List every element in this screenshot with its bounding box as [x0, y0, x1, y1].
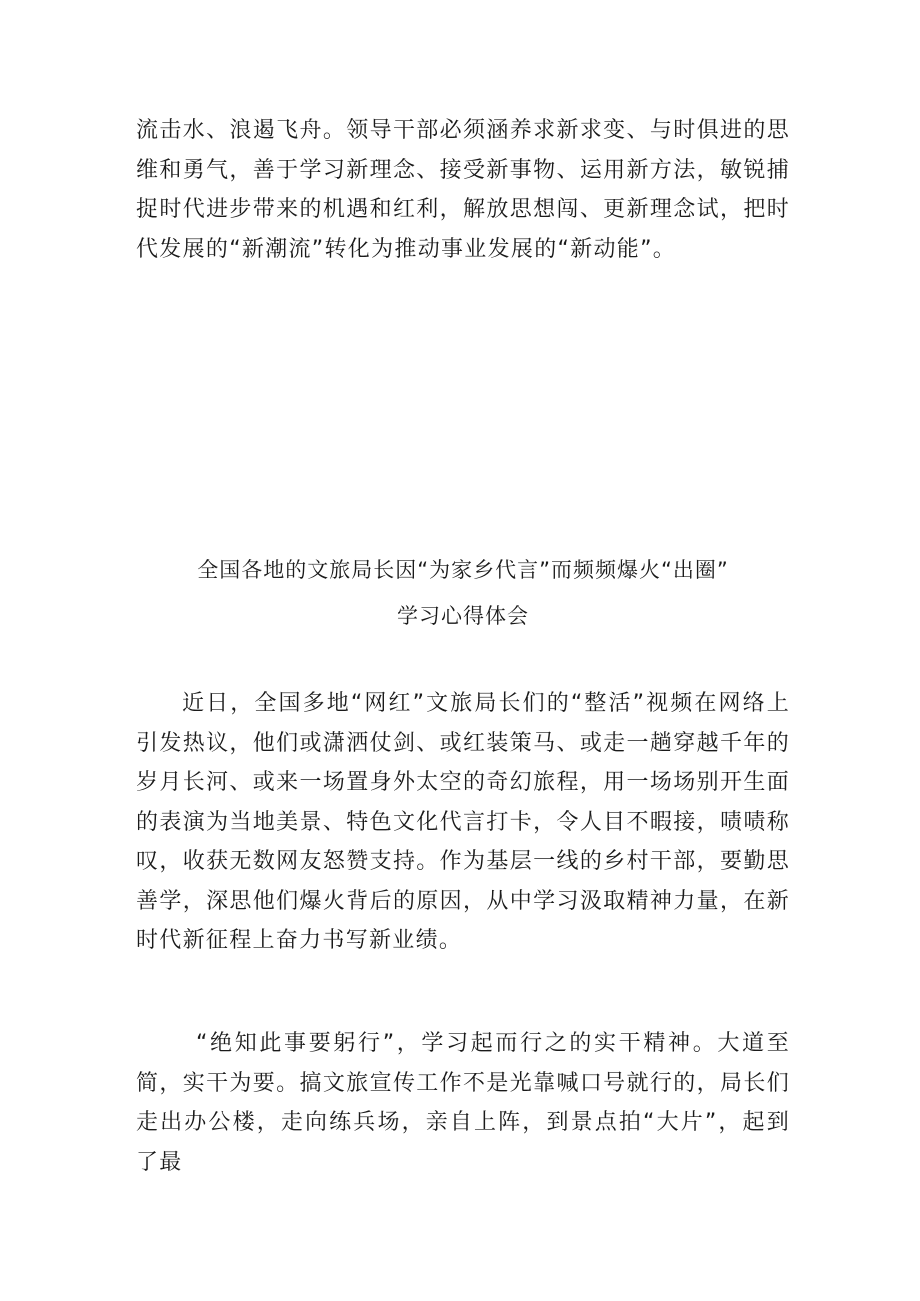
article-title — [136, 547, 790, 639]
body-paragraph-1: 近日，全国多地“网红”文旅局长们的“整活”视频在网络上引发热议，他们或潇洒仗剑、或红装策马、或走一趟穿越千年的岁月长河、或来一场置身外太空的奇幻旅程，用一场场别开生面的表演为当地美景、特色文化代言打卡，令人目不暇接，啧啧称叹，收获无数网友怒赞支持。作为基层一线的乡村干部，要勤思善学，深思他们爆火背后的原因，从中学习汲取精神力量，在新时代新征程上奋力书写新业绩。 — [136, 691, 790, 953]
continuation-paragraph: 流击水、浪遏飞舟。领导干部必须涵养求新求变、与时俱进的思维和勇气，善于学习新理念、接受新事物、运用新方法，敏锐捕捉时代进步带来的机遇和红利，解放思想闯、更新理念试，把时代发展的“新潮流”转化为推动事业发展的“新动能”。 — [136, 118, 790, 262]
title-line-2: 学习心得体会 — [397, 604, 529, 628]
body-paragraph-2: “绝知此事要躬行”，学习起而行之的实干精神。大道至简，实干为要。搞文旅宣传工作不是光靠喊口号就行的，局长们走出办公楼，走向练兵场，亲自上阵，到景点拍“大片”，起到了最 — [136, 1031, 790, 1175]
title-line-1: 全国各地的文旅局长因“为家乡代言”而频频爆火“出圈” — [197, 558, 729, 582]
